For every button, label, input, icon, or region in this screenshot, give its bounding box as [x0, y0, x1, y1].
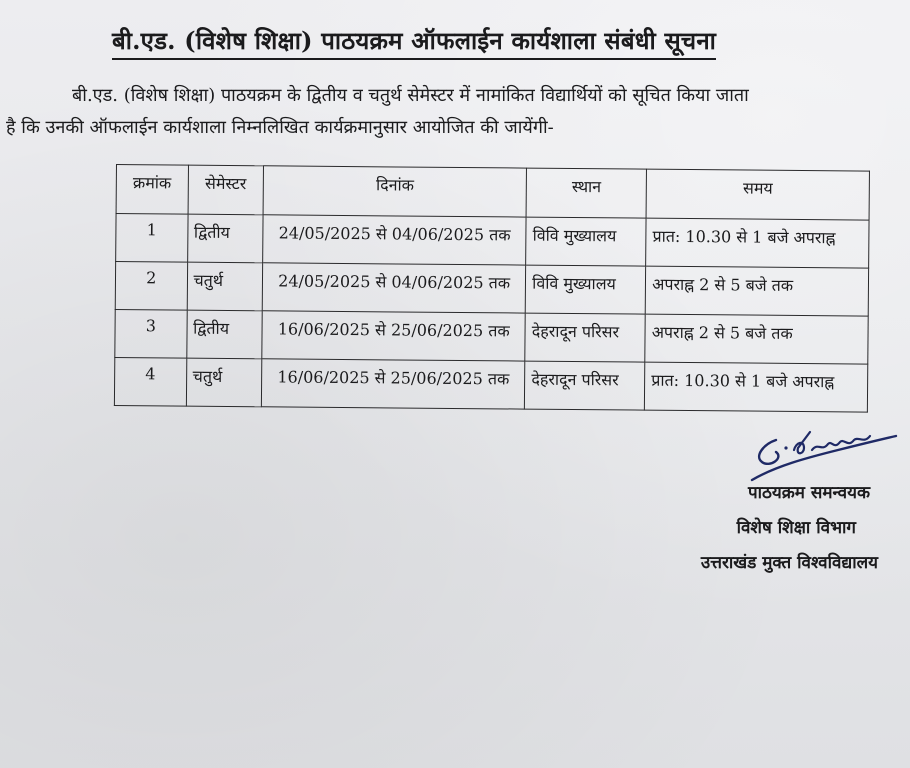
signatory-department: विशेष शिक्षा विभाग	[736, 518, 856, 538]
cell-serial: 1	[116, 214, 188, 263]
notice-paragraph	[6, 80, 876, 144]
cell-place: देहरादून परिसर	[525, 313, 645, 362]
cell-serial: 2	[115, 262, 187, 311]
cell-time: प्रात: 10.30 से 1 बजे अपराह्न	[645, 362, 868, 412]
notice-title: बी.एड. (विशेष शिक्षा) पाठयक्रम ऑफलाईन कार्यशाला संबंधी सूचना	[112, 26, 716, 60]
cell-date: 24/05/2025 से 04/06/2025 तक	[263, 215, 527, 265]
table-row	[115, 262, 868, 317]
cell-place: देहरादून परिसर	[525, 361, 645, 410]
cell-time: अपराह्न 2 से 5 बजे तक	[645, 266, 868, 316]
cell-date: 16/06/2025 से 25/06/2025 तक	[262, 359, 526, 409]
cell-place: विवि मुख्यालय	[526, 217, 646, 266]
header-semester: सेमेस्टर	[188, 165, 264, 215]
schedule-table-body	[114, 214, 869, 413]
cell-time: प्रात: 10.30 से 1 बजे अपराह्न	[646, 218, 869, 268]
cell-time: अपराह्न 2 से 5 बजे तक	[645, 314, 868, 364]
signatory-designation: पाठयक्रम समन्वयक	[747, 483, 870, 503]
signatory-block	[701, 476, 878, 581]
cell-semester: द्वितीय	[187, 214, 263, 263]
header-time: समय	[646, 169, 869, 220]
table-row	[114, 357, 867, 412]
cell-semester: चतुर्थ	[187, 262, 263, 311]
header-row	[116, 165, 869, 221]
paragraph-line-1: बी.एड. (विशेष शिक्षा) पाठयक्रम के द्वितीय व चतुर्थ सेमेस्टर में नामांकित विद्यार्थियों को सूचित किया जाता	[72, 85, 749, 106]
header-date: दिनांक	[263, 166, 527, 217]
paragraph-line-2: है कि उनकी ऑफलाईन कार्यशाला निम्नलिखित कार्यक्रमानुसार आयोजित की जायेंगी-	[6, 117, 554, 138]
schedule-table	[114, 164, 870, 413]
schedule-table-header	[116, 165, 869, 221]
header-serial: क्रमांक	[116, 165, 188, 215]
cell-semester: चतुर्थ	[186, 358, 262, 407]
table-row	[115, 309, 868, 364]
cell-date: 24/05/2025 से 04/06/2025 तक	[262, 263, 526, 313]
cell-serial: 4	[114, 357, 186, 406]
cell-date: 16/06/2025 से 25/06/2025 तक	[262, 311, 526, 361]
cell-semester: द्वितीय	[186, 310, 262, 359]
table-row	[116, 214, 869, 269]
cell-serial: 3	[115, 309, 187, 358]
signatory-university: उत्तराखंड मुक्त विश्वविद्यालय	[700, 553, 878, 573]
header-place: स्थान	[526, 168, 646, 218]
cell-place: विवि मुख्यालय	[525, 265, 645, 314]
